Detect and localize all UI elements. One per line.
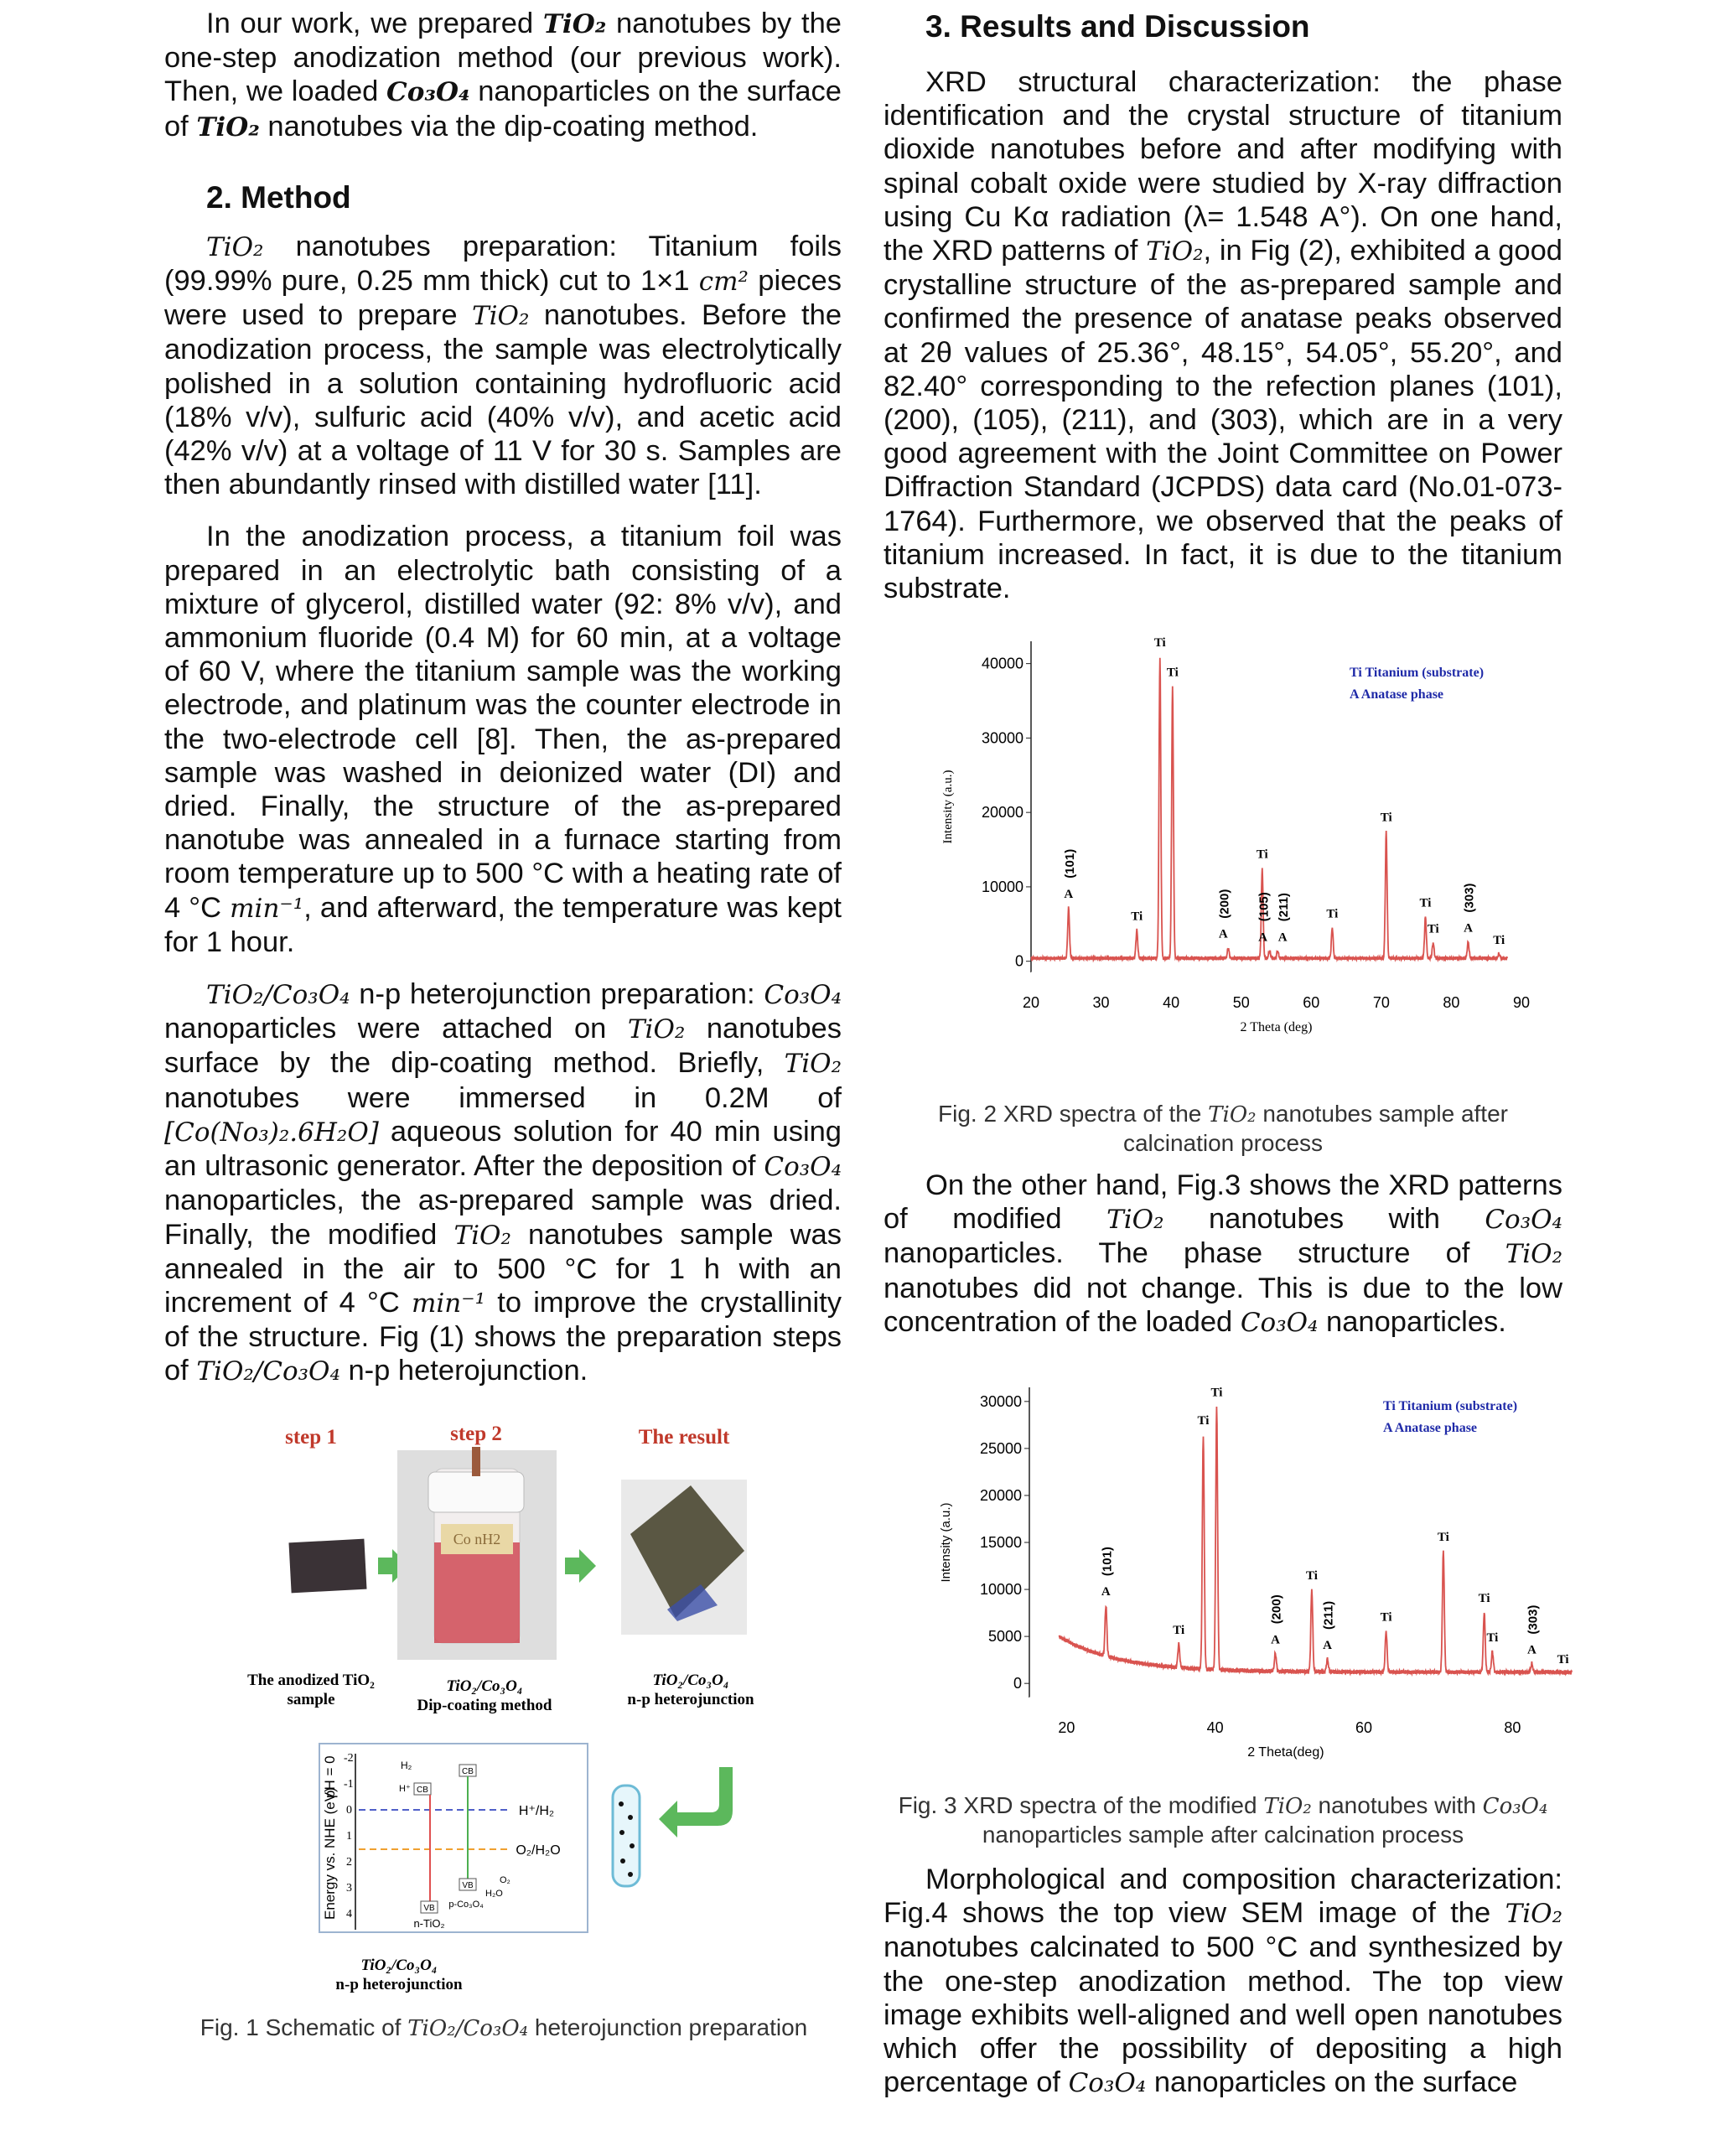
results-paragraph-3: Morphological and composition characterization: Fig.4 shows the top view SEM image of the TiO₂ nanotubes calcinated to 500 °C and synthesized by the one-step anodization method. The top view image exhibits well-aligned and well open nanotubes which offer the possibility of depositing a high percentage of Co₃O₄ nanoparticles on the surface (884, 1863, 1562, 2099)
h2-label: H₂ (401, 1760, 412, 1771)
tick-label: 4 (346, 1908, 352, 1921)
peak-label: Ti (1256, 848, 1268, 862)
tick-label: 0 (346, 1804, 352, 1817)
figure-1-schematic (164, 1417, 843, 2041)
results-paragraph-2: On the other hand, Fig.3 shows the XRD patterns of modified TiO₂ nanotubes with Co₃O₄ nanoparticles. The phase structure of TiO₂ nanotubes did not change. This is due to the low concentration of the loaded Co₃O₄ nanoparticles. (884, 1169, 1562, 1338)
hkl-label: (101) (1100, 1547, 1115, 1577)
peak-label: Ti (1380, 811, 1392, 825)
legend-entry-anatase: A Anatase phase (1383, 1421, 1478, 1435)
hkl-label: (101) (1062, 848, 1077, 879)
hkl-label: (303) (1526, 1604, 1541, 1635)
legend-entry-ti: Ti Titanium (substrate) (1383, 1399, 1518, 1413)
figure-2-xrd-chart (930, 625, 1584, 1094)
method-heading: 2. Method (206, 179, 351, 215)
hkl-label: (211) (1321, 1600, 1336, 1630)
x-tick-label: 60 (1303, 994, 1320, 1011)
tick-label: 1 (346, 1830, 352, 1843)
figure-1-caption: Fig. 1 Schematic of TiO₂/Co₃O₄ heterojunction preparation (200, 2014, 808, 2041)
tick-label: -2 (344, 1752, 354, 1765)
peak-label: A (1218, 927, 1228, 941)
cb-label-co3o4: CB (462, 1767, 474, 1776)
method-paragraph-1: TiO₂ nanotubes preparation: Titanium foils (99.99% pure, 0.25 mm thick) cut to 1×1 cm² pieces were used to prepare TiO₂ nanotubes. Before the anodization process, the sample was electrolytically polished in a solution containing hydrofluoric acid (18% v/v), sulfuric acid (40% v/v), and acetic acid (42% v/v) at a voltage of 11 V for 30 s. Samples are then abundantly rinsed with distilled water [11]. (164, 230, 842, 501)
band-diagram (319, 1744, 588, 1932)
y-tick-label: 10000 (979, 1581, 1022, 1599)
x-tick-label: 80 (1443, 994, 1460, 1011)
figure-3-caption: Fig. 3 XRD spectra of the modified TiO₂ nanotubes with Co₃O₄ nanoparticles sample after calcination process (898, 1792, 1548, 1848)
results-heading: 3. Results and Discussion (925, 9, 1310, 44)
h-h2-label: H⁺/H₂ (518, 1804, 555, 1818)
arrow-right-icon (565, 1549, 596, 1583)
x-tick-label: 50 (1232, 994, 1250, 1011)
peak-label: Ti (1486, 1631, 1499, 1646)
results-paragraph-1: XRD structural characterization: the phase identification and the crystal structure of titanium dioxide nanotubes before and after modifying with spinal cobalt oxide were studied by X-ray diffraction using Cu Kα radiation (λ= 1.548 A°). On one hand, the XRD patterns of TiO₂, in Fig (2), exhibited a good crystalline structure of the as-prepared sample and confirmed the presence of anatase peaks observed at 2θ values of 25.36°, 48.15°, 54.05°, 55.20°, and 82.40° corresponding to the refection planes (101), (200), (105), (211), and (303), which are in a very good agreement with the Joint Committee on Power Diffraction Standard (JCPDS) data card (No.01-073-1764). Furthermore, we observed that the peaks of titanium increased. In fact, it is due to the titanium substrate. (884, 66, 1562, 605)
cb-label-tio2: CB (417, 1786, 428, 1795)
x-axis-label: 2 Theta(deg) (1247, 1745, 1324, 1760)
x-tick-label: 60 (1355, 1719, 1373, 1736)
peak-label: A (1271, 1633, 1280, 1647)
peak-label: Ti (1326, 907, 1339, 921)
peak-label: Ti (1478, 1591, 1490, 1605)
peak-label: Ti (1437, 1531, 1449, 1545)
anodized-label-a: The anodized TiO₂ (247, 1672, 375, 1689)
tick-label: -1 (344, 1778, 354, 1791)
o2-label: O₂ (500, 1875, 510, 1885)
peak-label: Ti (1210, 1386, 1223, 1400)
dip-label-a: TiO₂/Co₃O₄ (446, 1677, 523, 1695)
tick-label: 3 (346, 1882, 352, 1895)
x-axis-label: 2 Theta (deg) (1240, 1020, 1313, 1034)
y-tick-label: 20000 (981, 804, 1023, 822)
x-tick-label: 80 (1504, 1719, 1521, 1736)
x-tick-label: 30 (1092, 994, 1110, 1011)
x-tick-label: 40 (1163, 994, 1180, 1011)
nanotube-illustration (613, 1786, 640, 1886)
legend-entry-anatase: A Anatase phase (1350, 687, 1444, 702)
hkl-label: (303) (1462, 883, 1477, 913)
o2-h2o-label: O₂/H₂O (516, 1843, 561, 1858)
y-tick-label: 25000 (979, 1439, 1022, 1457)
x-tick-label: 70 (1372, 994, 1390, 1011)
y-axis-label: Intensity (a.u.) (939, 1502, 953, 1583)
y-tick-label: 10000 (981, 878, 1023, 895)
result-sample-image (621, 1480, 747, 1635)
method-paragraph-3: TiO₂/Co₃O₄ n-p heterojunction preparation: Co₃O₄ nanoparticles were attached on TiO₂ nanotubes surface by the dip-coating method. Briefly, TiO₂ nanotubes were immersed in 0.2M of [Co(No₃)₂.6H₂O] aqueous solution for 40 min using an ultrasonic generator. After the deposition of Co₃O₄ nanoparticles, the as-prepared sample was dried. Finally, the modified TiO₂ nanotubes sample was annealed in the air to 500 °C for 1 h with an increment of 4 °C min⁻¹ to improve the crystallinity of the structure. Fig (1) shows the preparation steps of TiO₂/Co₃O₄ n-p heterojunction. (164, 978, 842, 1387)
peak-label: Ti (1166, 666, 1179, 680)
peak-label: A (1064, 887, 1074, 901)
y-tick-label: 5000 (987, 1628, 1022, 1646)
hkl-label: (200) (1217, 889, 1232, 919)
figure-2-caption: Fig. 2 XRD spectra of the TiO₂ nanotubes sample after calcination process (938, 1101, 1508, 1156)
h-plus-label: H⁺ (399, 1784, 411, 1794)
anodized-label-b: sample (287, 1691, 335, 1708)
peak-label: A (1464, 921, 1473, 936)
x-tick-label: 20 (1022, 994, 1040, 1011)
dip-coating-vial-image (397, 1447, 557, 1660)
peak-label: A (1277, 930, 1288, 945)
n-tio2-label: n-TiO₂ (413, 1917, 445, 1930)
p-co3o4-label: p-Co₃O₄ (448, 1900, 484, 1910)
right-column (884, 7, 1562, 605)
y-tick-label: 40000 (981, 655, 1023, 672)
curved-arrow-icon (659, 1767, 733, 1838)
peak-label: A (1526, 1643, 1536, 1657)
y-tick-label: 20000 (979, 1486, 1022, 1504)
peak-label: Ti (1427, 922, 1439, 936)
tick-label: 2 (346, 1856, 352, 1869)
peak-label: A (1258, 930, 1267, 945)
peak-label: A (1101, 1585, 1111, 1599)
peak-label: Ti (1153, 635, 1166, 650)
y-tick-label: 15000 (979, 1534, 1022, 1551)
result-label: The result (638, 1426, 730, 1449)
figure-3-xrd-chart (930, 1366, 1584, 1786)
vb-label-co3o4: VB (462, 1881, 474, 1890)
method-paragraph-2: In the anodization process, a titanium foil was prepared in an electrolytic bath consisting of a mixture of glycerol, distilled water (92: 8% v/v), and ammonium fluoride (0.4 M) for 60 min, at a voltage of 60 V, where the titanium sample was the working electrode, and platinum was the counter electrode in the two-electrode cell [8]. Then, the as-prepared sample was washed in deionized water (DI) and dried. Finally, the structure of the as-prepared nanotube was annealed in a furnace starting from room temperature up to 500 °C with a heating rate of 4 °C min⁻¹, and afterward, the temperature was kept for 1 hour. (164, 521, 842, 958)
x-tick-label: 40 (1206, 1719, 1224, 1736)
left-column (164, 7, 842, 1389)
peak-label: Ti (1197, 1414, 1210, 1428)
hkl-label: (105) (1257, 892, 1272, 922)
y-tick-label: 0 (1014, 952, 1023, 970)
hkl-label: (211) (1277, 893, 1292, 922)
peak-label: Ti (1131, 910, 1143, 924)
peak-label: Ti (1380, 1610, 1392, 1625)
peak-label: A (1323, 1639, 1332, 1653)
peak-label: Ti (1557, 1652, 1569, 1667)
ph-label: pH = 0 (322, 1755, 338, 1798)
result-label-a: TiO₂/Co₃O₄ (652, 1672, 729, 1689)
y-axis-label: Intensity (a.u.) (941, 770, 955, 844)
peak-label: Ti (1173, 1624, 1185, 1638)
legend-entry-ti: Ti Titanium (substrate) (1350, 666, 1485, 680)
dip-label-b: Dip-coating method (417, 1697, 552, 1714)
energy-axis-label: Energy vs. NHE (eV) (322, 1787, 338, 1920)
y-tick-label: 30000 (981, 729, 1023, 747)
vb-label-tio2: VB (423, 1904, 435, 1913)
step2-label: step 2 (450, 1423, 502, 1445)
x-tick-label: 20 (1058, 1719, 1075, 1736)
diagram-label-a: TiO₂/Co₃O₄ (360, 1957, 438, 1974)
result-label-b: n-p heterojunction (627, 1691, 754, 1708)
step1-label: step 1 (285, 1426, 337, 1449)
x-tick-label: 90 (1512, 994, 1531, 1011)
peak-label: Ti (1419, 896, 1432, 910)
peak-label: Ti (1493, 933, 1505, 947)
vial-label-text: Co nH2 (453, 1531, 501, 1547)
y-tick-label: 0 (1013, 1675, 1022, 1692)
intro-paragraph: In our work, we prepared TiO₂ nanotubes by the one-step anodization method (our previous work). Then, we loaded Co₃O₄ nanoparticles on the surface of TiO₂ nanotubes via the dip-coating method. (164, 8, 842, 143)
h2o-label: H₂O (485, 1889, 503, 1899)
peak-label: Ti (1305, 1569, 1318, 1584)
diagram-label-b: n-p heterojunction (335, 1976, 463, 1993)
y-tick-label: 30000 (979, 1392, 1022, 1410)
anodized-sample-image (288, 1539, 366, 1594)
hkl-label: (200) (1269, 1594, 1284, 1625)
